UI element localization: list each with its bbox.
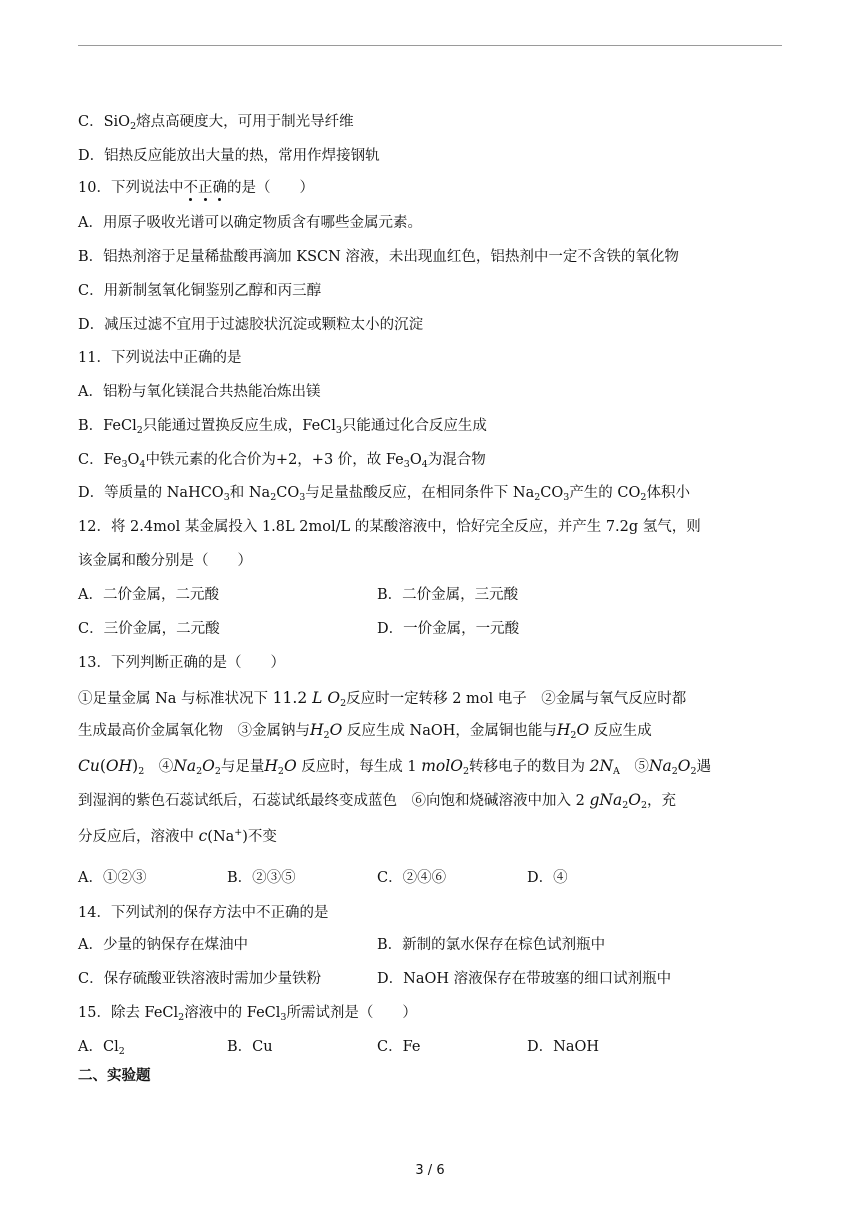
q13-option-a: A．①②③ bbox=[78, 870, 147, 886]
q13-body-line1: ①足量金属 Na 与标准状况下 11.2 L $O_2$反应时一定转移 2 mol 电子 ②金属与氧气反应时都 bbox=[78, 689, 687, 709]
q12-option-d: D．一价金属，一元酸 bbox=[377, 621, 520, 637]
q14-option-c: C．保存硫酸亚铁溶液时需加少量铁粉 bbox=[78, 971, 322, 987]
q13-body-line3: $Cu(OH)_2$ $④Na_2O_2$与足量$H_2O$ 反应时，每生成 1 molO$_2$转移电子的数目为 $2N_A$ $⑤Na_2O_2$遇 bbox=[78, 757, 712, 777]
q13-stem: 13．下列判断正确的是（ ） bbox=[78, 655, 285, 671]
q14-stem: 14．下列试剂的保存方法中不正确的是 bbox=[78, 905, 329, 921]
q10-option-b: B．铝热剂溶于足量稀盐酸再滴加 KSCN 溶液，未出现血红色，铝热剂中一定不含铁的氧化物 bbox=[78, 249, 679, 265]
q15-option-d: D．NaOH bbox=[527, 1039, 599, 1055]
q10-stem: 10．下列说法中不正确的是（ ） bbox=[78, 180, 314, 196]
q10-option-c: C．用新制氢氧化铜鉴别乙醇和丙三醇 bbox=[78, 283, 322, 299]
q9-option-c: C．SiO$_2$熔点高硬度大，可用于制光导纤维 bbox=[78, 114, 354, 132]
q11-option-c: C．$Fe_3O_4$中铁元素的化合价为+2，+3 价，故 $Fe_3O_4$为混合物 bbox=[78, 452, 486, 470]
q13-body-line5: 分反应后，溶液中 c(Na+)不变 bbox=[78, 827, 277, 845]
q12-stem-line1: 12．将 2.4mol 某金属投入 1.8L 2mol/L 的某酸溶液中，恰好完全反应，并产生 7.2g 氢气，则 bbox=[78, 519, 701, 535]
q15-stem: 15．除去 FeCl$_2$溶液中的 FeCl$_3$所需试剂是（ ） bbox=[78, 1005, 417, 1023]
q15-option-c: C．Fe bbox=[377, 1039, 421, 1055]
q13-option-d: D．④ bbox=[527, 870, 568, 886]
q9-option-d: D．铝热反应能放出大量的热，常用作焊接钢轨 bbox=[78, 148, 380, 164]
q14-option-d: D．NaOH 溶液保存在带玻塞的细口试剂瓶中 bbox=[377, 971, 672, 987]
q11-stem: 11．下列说法中正确的是 bbox=[78, 350, 242, 366]
section-heading: 二、实验题 bbox=[78, 1068, 151, 1084]
q14-option-b: B．新制的氯水保存在棕色试剂瓶中 bbox=[377, 937, 606, 953]
q11-option-a: A．铝粉与氧化镁混合共热能冶炼出镁 bbox=[78, 384, 321, 400]
q12-stem-line2: 该金属和酸分别是（ ） bbox=[78, 553, 252, 569]
q11-option-d: D．等质量的 NaHCO$_3$和 $Na_2CO_3$与足量盐酸反应，在相同条件下 $Na_2CO_3$产生的 $CO_2$体积小 bbox=[78, 485, 690, 503]
q10-option-a: A．用原子吸收光谱可以确定物质含有哪些金属元素。 bbox=[78, 215, 422, 231]
page-number: 3 / 6 bbox=[415, 1163, 445, 1178]
q15-option-a: A．$Cl_2$ bbox=[78, 1039, 125, 1057]
q13-option-c: C．②④⑥ bbox=[377, 870, 447, 886]
q13-body-line2: 生成最高价金属氧化物 ③金属钠与$H_2O$ 反应生成 NaOH，金属铜也能与$H_2O$ 反应生成 bbox=[78, 721, 652, 741]
q13-option-b: B．②③⑤ bbox=[227, 870, 296, 886]
header-rule bbox=[78, 45, 782, 46]
q12-option-b: B．二价金属，三元酸 bbox=[377, 587, 519, 603]
q13-body-line4: 到湿润的紫色石蕊试纸后，石蕊试纸最终变成蓝色 ⑥向饱和烧碱溶液中加入 2 $gNa_2O_2$，充 bbox=[78, 791, 676, 811]
q12-option-c: C．三价金属，二元酸 bbox=[78, 621, 220, 637]
q11-option-b: B．FeCl$_2$只能通过置换反应生成，FeCl$_3$只能通过化合反应生成 bbox=[78, 418, 487, 436]
q14-option-a: A．少量的钠保存在煤油中 bbox=[78, 937, 248, 953]
q12-option-a: A．二价金属，二元酸 bbox=[78, 587, 219, 603]
q10-option-d: D．减压过滤不宜用于过滤胶状沉淀或颗粒太小的沉淀 bbox=[78, 317, 424, 333]
q15-option-b: B．Cu bbox=[227, 1039, 273, 1055]
